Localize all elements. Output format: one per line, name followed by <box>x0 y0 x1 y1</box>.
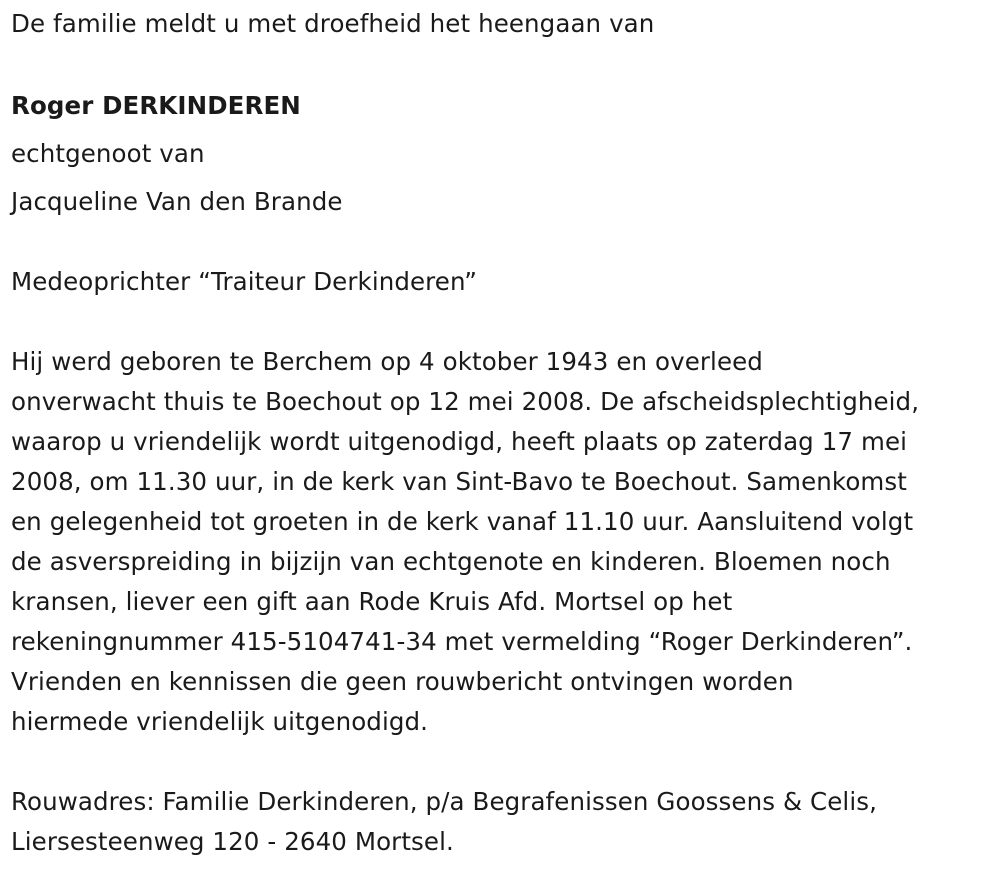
spouse-label: echtgenoot van <box>11 139 205 168</box>
body-line: rekeningnummer 415-5104741-34 met vermelding “Roger Derkinderen”. <box>11 627 913 656</box>
body-line: en gelegenheid tot groeten in de kerk vanaf 11.10 uur. Aansluitend volgt <box>11 507 914 536</box>
role-text: Medeoprichter “Traiteur Derkinderen” <box>11 267 478 296</box>
deceased-name: Roger DERKINDEREN <box>11 91 301 120</box>
mourning-address <box>11 782 877 862</box>
body-line: onverwacht thuis te Boechout op 12 mei 2008. De afscheidsplechtigheid, <box>11 387 920 416</box>
intro-text: De familie meldt u met droefheid het heengaan van <box>11 9 655 38</box>
body-line: Vrienden en kennissen die geen rouwbericht ontvingen worden <box>11 667 794 696</box>
address-line: Rouwadres: Familie Derkinderen, p/a Begrafenissen Goossens & Celis, <box>11 787 877 816</box>
spouse-name: Jacqueline Van den Brande <box>11 187 343 216</box>
body-line: Hij werd geboren te Berchem op 4 oktober 1943 en overleed <box>11 347 763 376</box>
body-line: waarop u vriendelijk wordt uitgenodigd, heeft plaats op zaterdag 17 mei <box>11 427 908 456</box>
notice-body <box>11 342 919 742</box>
body-line: de asverspreiding in bijzijn van echtgenote en kinderen. Bloemen noch <box>11 547 891 576</box>
body-line: kransen, liever een gift aan Rode Kruis Afd. Mortsel op het <box>11 587 733 616</box>
body-line: 2008, om 11.30 uur, in de kerk van Sint-Bavo te Boechout. Samenkomst <box>11 467 907 496</box>
address-line: Liersesteenweg 120 - 2640 Mortsel. <box>11 827 454 856</box>
body-line: hiermede vriendelijk uitgenodigd. <box>11 707 429 736</box>
